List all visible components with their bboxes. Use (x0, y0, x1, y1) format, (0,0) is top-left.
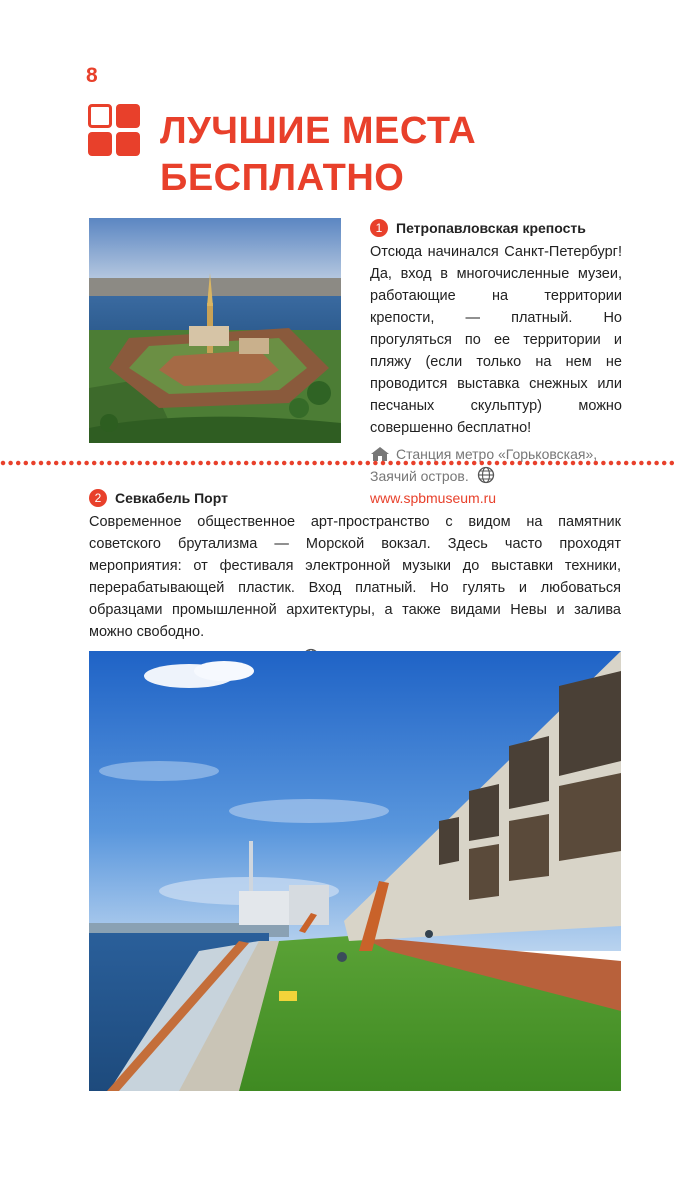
page-title (160, 108, 600, 202)
dotted-divider (0, 460, 679, 466)
entry-number-badge: 1 (370, 219, 388, 237)
fortress-photo (89, 218, 341, 443)
page-title-line-1: ЛУЧШИЕ МЕСТА (160, 110, 477, 152)
entry-description: Современное общественное арт-пространство с видом на памятник советского брутализма — Морской вокзал. Здесь часто проходят мероприятия: от фестиваля электронной музыки до выставки техники, перерабатывающей пластик. Вход платный. Но гулять и любоваться образцами промышленной архитектуры, а также видами Невы и залива можно свободно. (89, 514, 621, 640)
page-title-line-2: БЕСПЛАТНО (160, 157, 405, 199)
entry-heading (89, 489, 621, 507)
globe-icon (477, 466, 495, 484)
grid-logo-icon (88, 104, 142, 158)
entry-title: Севкабель Порт (115, 490, 228, 506)
sevcable-port-photo (89, 651, 621, 1091)
entry-address: Станция метро «Горьковская», Заячий остров. (370, 446, 598, 484)
entry-sevcable (89, 489, 621, 669)
entry-title: Петропавловская крепость (396, 220, 586, 236)
entry-description: Отсюда начинался Санкт-Петербург! Да, вход в многочисленные музеи, работающие на территории крепости, — платный. Но прогуляться по ее территории и пляжу (если только на нем не проводится выставка снежных или песчаных скульптур) можно совершенно бесплатно! (370, 244, 622, 436)
entry-number-badge: 2 (89, 489, 107, 507)
page-number: 8 (86, 64, 98, 87)
entry-website-link[interactable]: www.spbmuseum.ru (370, 490, 497, 506)
entry-heading (370, 219, 622, 237)
